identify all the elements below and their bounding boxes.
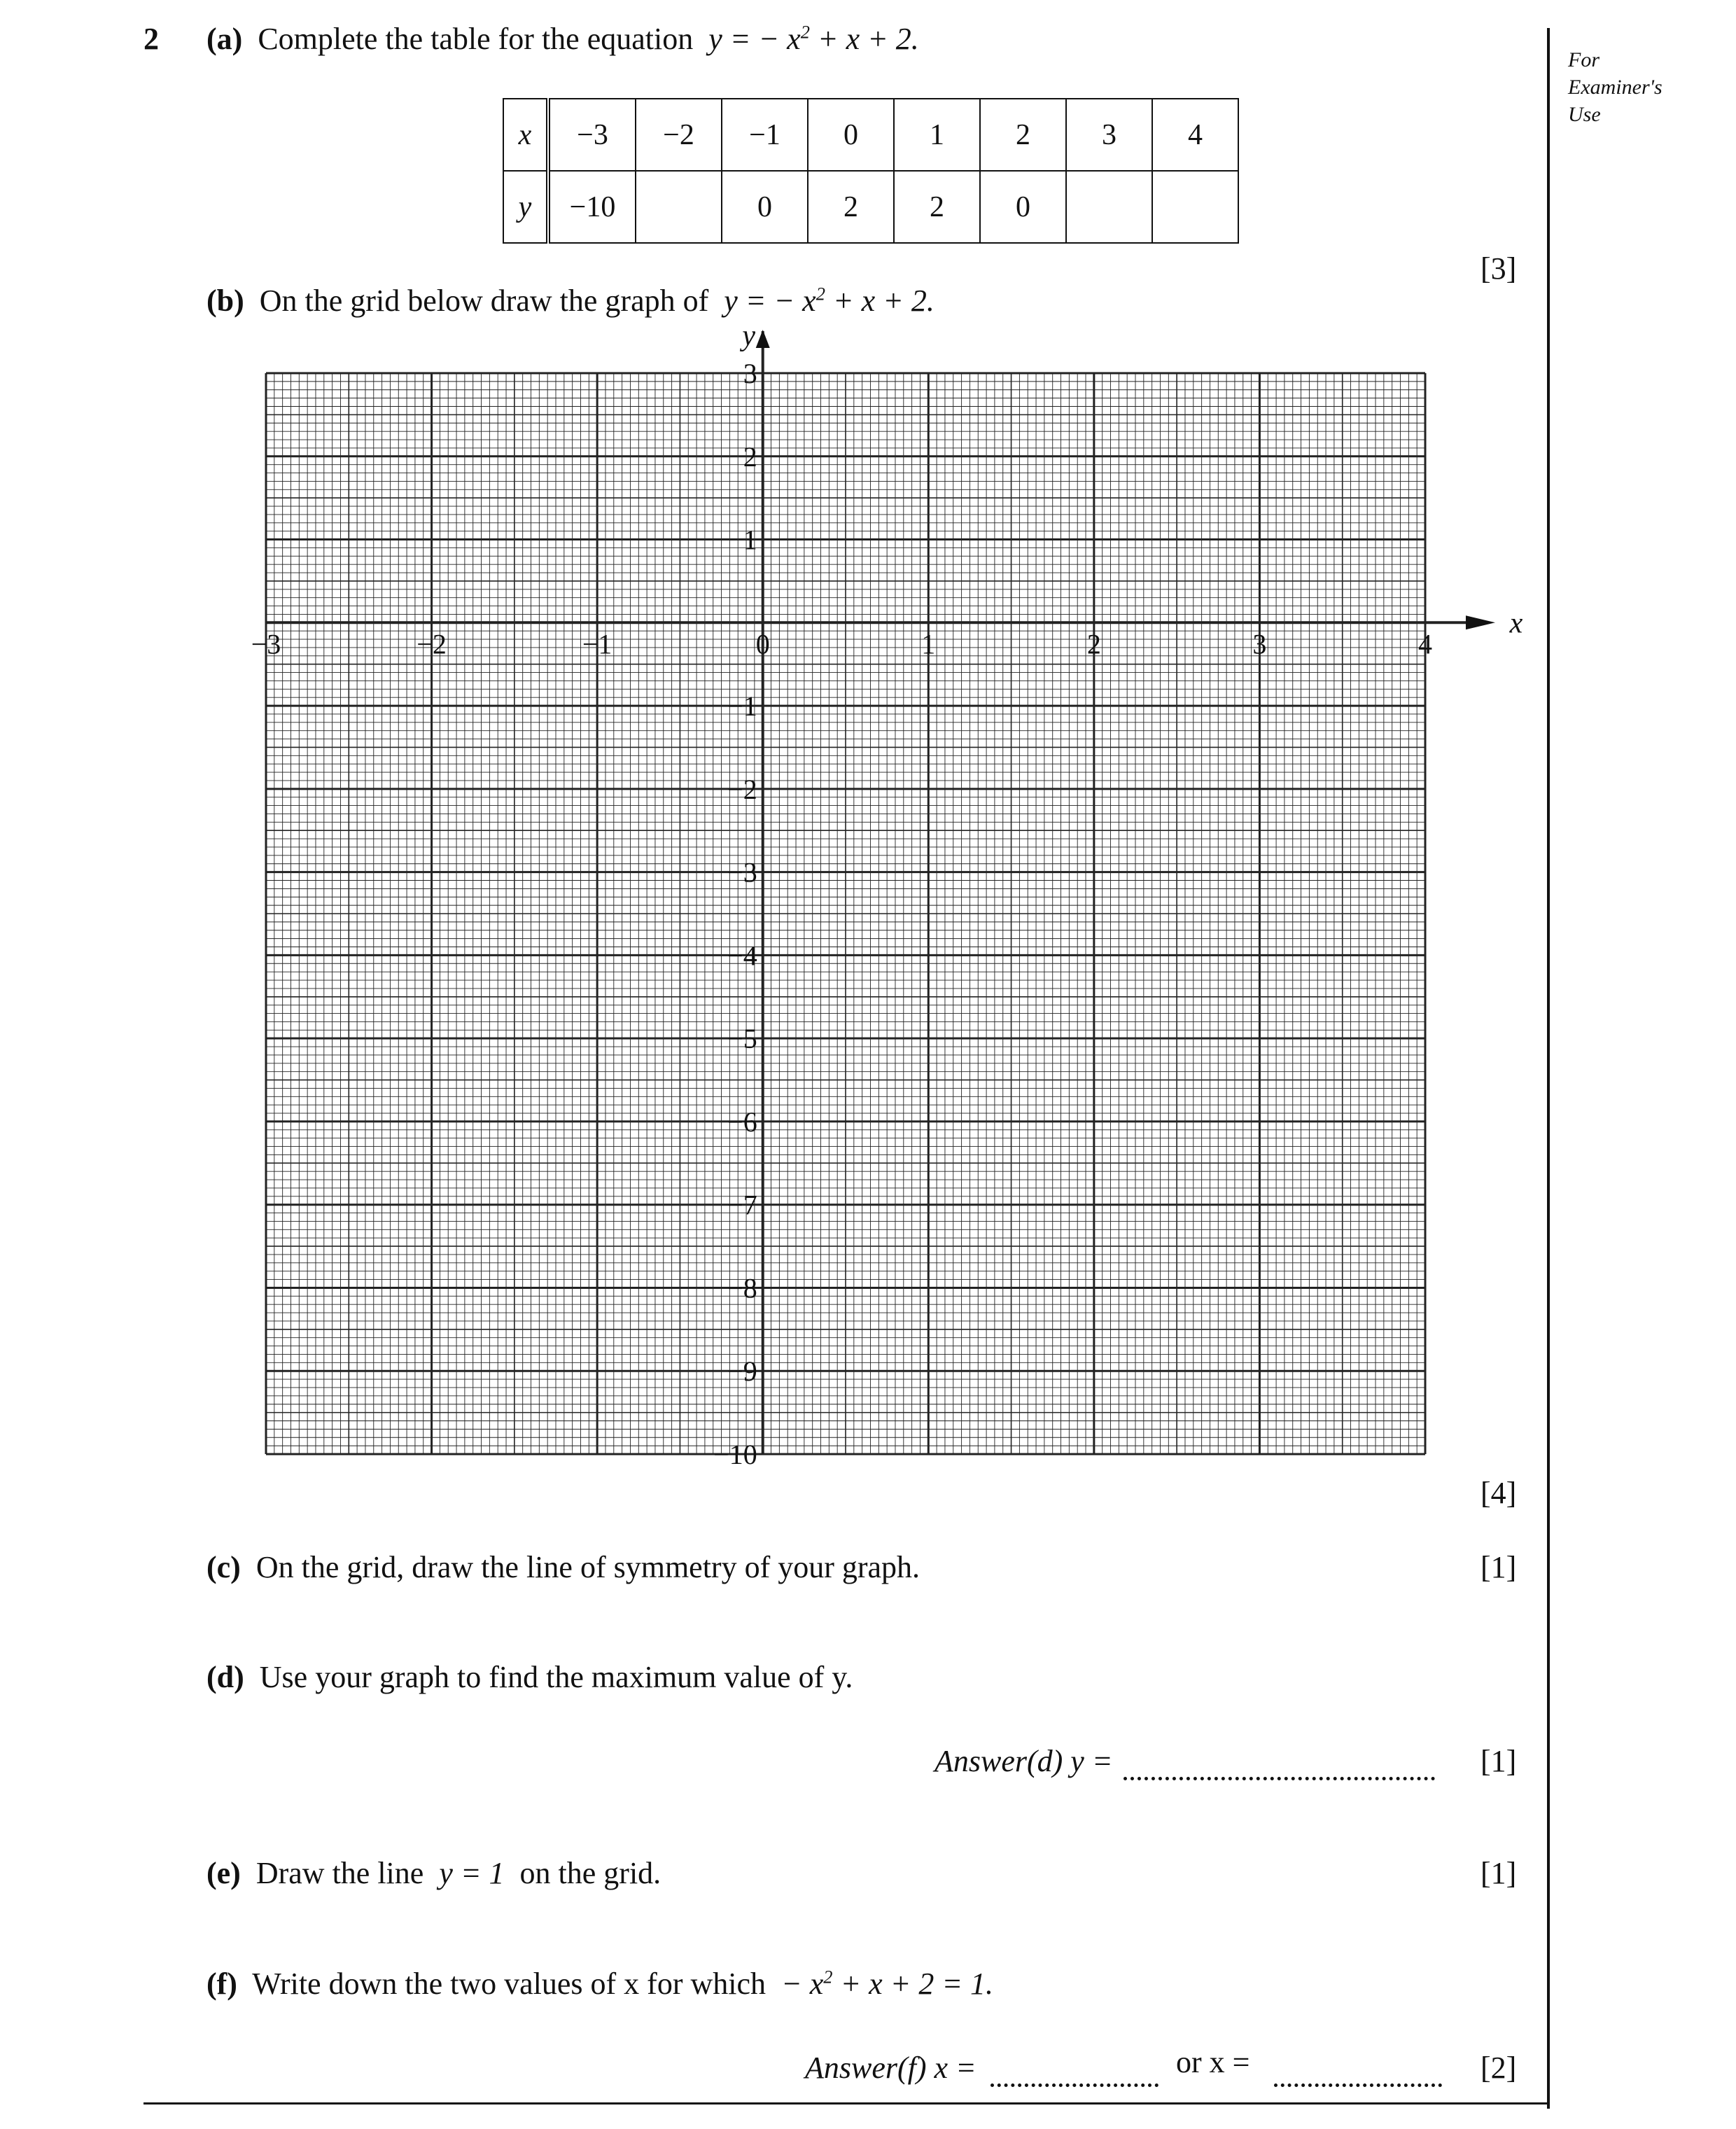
y-tick-label: 2 [743, 440, 757, 473]
part-d-text: Use your graph to find the maximum value of y. [259, 1660, 853, 1694]
part-d-answer-label: Answer(d) y = [934, 1744, 1113, 1778]
examiner-use-line: Use [1568, 103, 1601, 126]
part-d-prompt [206, 1659, 853, 1695]
question-number: 2 [144, 22, 159, 56]
x-tick-label: −2 [416, 628, 447, 660]
x-cell: 1 [894, 99, 980, 171]
x-tick-label: 0 [755, 628, 770, 660]
x-tick-label: −3 [251, 628, 281, 660]
part-c-marks: [1] [1480, 1550, 1517, 1584]
examiner-use-line: For [1568, 48, 1600, 71]
x-tick-label: 4 [1418, 628, 1432, 660]
part-e-prompt [206, 1855, 661, 1891]
part-c-text: On the grid, draw the line of symmetry of your graph. [255, 1550, 920, 1584]
bottom-rule [144, 2102, 1550, 2104]
part-b-text: On the grid below draw the graph of [259, 284, 709, 318]
y-cell: 2 [808, 171, 894, 243]
y-tick-label: −2 [727, 773, 757, 805]
part-f-text: Write down the two values of x for which [252, 1967, 766, 2001]
y-axis-arrow-icon [756, 330, 770, 348]
x-cell: 2 [980, 99, 1066, 171]
examiner-use-line: Examiner's [1568, 76, 1662, 99]
y-tick-label: 3 [743, 358, 757, 389]
part-a-marks: [3] [1480, 251, 1517, 286]
part-a-label: (a) [206, 22, 243, 56]
x-cell: 0 [808, 99, 894, 171]
x-header: x [503, 99, 548, 171]
x-tick-label: 1 [921, 628, 936, 660]
part-c-prompt [206, 1549, 920, 1585]
x-tick-label: 2 [1086, 628, 1101, 660]
part-d-answer-field[interactable] [1124, 1743, 1435, 1780]
part-f-marks: [2] [1480, 2051, 1517, 2085]
part-e-marks: [1] [1480, 1856, 1517, 1890]
part-f-answer-field-1[interactable] [990, 2050, 1158, 2087]
x-cell: −2 [636, 99, 722, 171]
part-b-label: (b) [206, 284, 244, 318]
y-tick-label: −9 [727, 1355, 757, 1388]
y-cell: 0 [980, 171, 1066, 243]
y-tick-label: −4 [727, 940, 757, 972]
part-f-label: (f) [206, 1967, 237, 2001]
part-e-text: Draw the line [255, 1856, 424, 1890]
part-f-answer-field-2[interactable] [1274, 2050, 1442, 2087]
part-f-equation: − $x^2 + x + 2 = 1$. [781, 1966, 994, 2001]
y-tick-label: −5 [727, 1023, 757, 1055]
part-b-equation: y = − $x^2 + x + 2$. [724, 283, 934, 318]
part-e-text-after: on the grid. [519, 1856, 662, 1890]
x-cell: 3 [1066, 99, 1152, 171]
y-tick-label: −10 [713, 1439, 757, 1470]
part-f-or-label: or x = [1176, 2045, 1250, 2079]
y-cell: 0 [722, 171, 808, 243]
part-d-label: (d) [206, 1660, 244, 1694]
x-tick-label: 3 [1252, 628, 1267, 660]
part-a-text: Complete the table for the equation [258, 22, 694, 56]
x-tick-label: −1 [582, 628, 612, 660]
x-axis-label: x [1509, 607, 1523, 640]
part-f-answer-label: Answer(f) x = [805, 2051, 976, 2085]
y-tick-label: −1 [727, 690, 757, 723]
part-a-equation: y = − $x^2 + x + 2$. [708, 21, 919, 56]
part-c-label: (c) [206, 1550, 241, 1584]
y-tick-label: −7 [727, 1189, 757, 1221]
x-cell: −3 [548, 99, 636, 171]
y-cell: −10 [548, 171, 636, 243]
x-cell: 4 [1152, 99, 1238, 171]
y-tick-label: −3 [727, 856, 757, 888]
y-tick-label: −8 [727, 1272, 757, 1304]
y-axis-label: y [742, 320, 756, 352]
x-axis-arrow-icon [1466, 615, 1495, 629]
x-cell: −1 [722, 99, 808, 171]
y-tick-label: −6 [727, 1105, 757, 1138]
part-b-marks: [4] [1480, 1476, 1517, 1510]
y-tick-label: 1 [743, 524, 757, 556]
part-d-marks: [1] [1480, 1744, 1517, 1778]
y-cell: 2 [894, 171, 980, 243]
y-header: y [503, 171, 548, 243]
part-e-equation: y = 1 [439, 1856, 505, 1890]
part-f-prompt [206, 1966, 993, 2002]
part-e-label: (e) [206, 1856, 241, 1890]
